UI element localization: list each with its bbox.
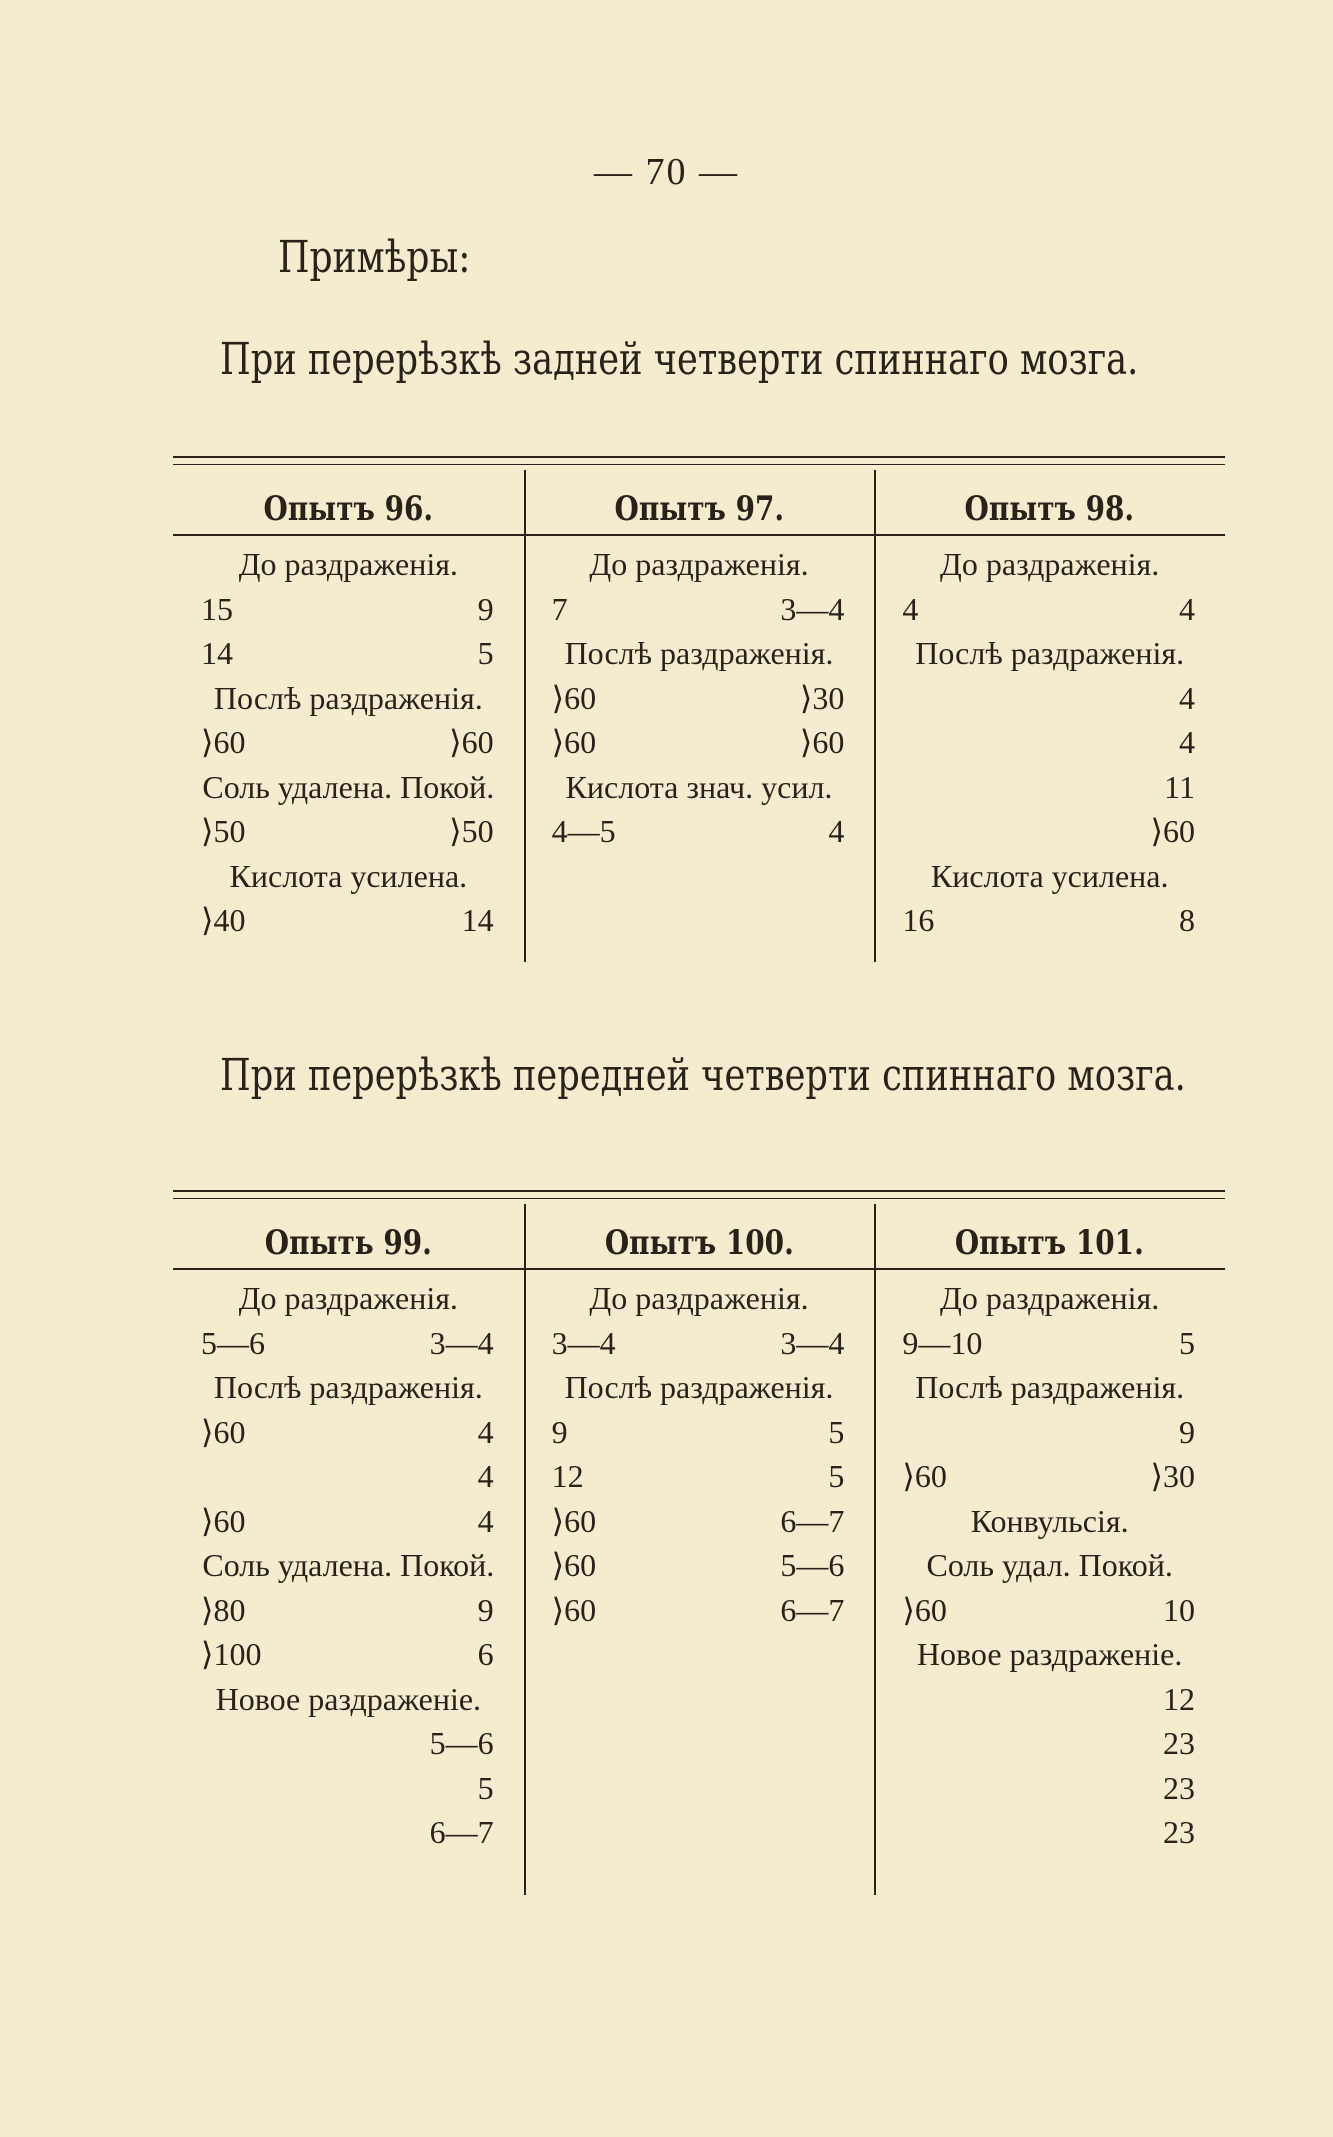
table-head-rule xyxy=(173,534,1225,536)
column-head: Опытъ 96. xyxy=(263,489,434,529)
cell-right-value: 4 xyxy=(477,1502,494,1539)
column-head: Опытъ 98. xyxy=(964,489,1135,529)
cell-text: Послѣ раздраженія. xyxy=(213,679,483,716)
experiment-table-1 xyxy=(173,456,1225,962)
cell-left-value: ⟩100 xyxy=(201,1636,262,1672)
cell-text: Соль удал. Покой. xyxy=(926,1547,1173,1583)
cell-right-value: 23 xyxy=(1162,1814,1195,1850)
cell-left-value: 15 xyxy=(201,590,233,627)
cell-right-value: 4 xyxy=(1178,724,1195,760)
cell-text: До раздраженія. xyxy=(238,546,458,582)
section1-title: При перерѣзкѣ задней четверти спиннаго мозга. xyxy=(220,334,1139,385)
column-head: Опытъ 97. xyxy=(614,489,784,529)
cell-right-value: 9 xyxy=(477,590,494,627)
cell-right-value: 4 xyxy=(1178,679,1195,716)
table-top-rule-thin xyxy=(173,464,1225,465)
table-top-rule-thin xyxy=(173,1198,1225,1199)
cell-right-value: 5—6 xyxy=(429,1725,494,1761)
cell-left-value: 9—10 xyxy=(902,1324,983,1361)
cell-text: До раздраженія. xyxy=(238,1280,458,1316)
cell-right-value: 3—4 xyxy=(780,590,845,627)
cell-right-value: ⟩60 xyxy=(449,724,494,760)
cell-right-value: ⟩30 xyxy=(799,679,845,716)
cell-right-value: 6 xyxy=(477,1636,494,1672)
cell-left-value: 4 xyxy=(902,590,919,627)
cell-left-value: 3—4 xyxy=(551,1324,616,1361)
cell-text: Соль удалена. Покой. xyxy=(202,1547,495,1583)
cell-left-value: ⟩60 xyxy=(201,1413,246,1450)
cell-right-value: 9 xyxy=(1178,1413,1195,1450)
cell-right-value: ⟩30 xyxy=(1150,1458,1195,1494)
cell-right-value: 8 xyxy=(1178,902,1195,938)
cell-text: Кислота усилена. xyxy=(229,857,468,894)
table-top-rule xyxy=(173,1190,1225,1192)
cell-left-value: ⟩40 xyxy=(201,902,246,938)
cell-right-value: ⟩50 xyxy=(449,813,494,849)
cell-right-value: 11 xyxy=(1164,768,1195,805)
experiment-table-2 xyxy=(173,1190,1225,1895)
table-top-rule xyxy=(173,456,1225,458)
cell-left-value: ⟩60 xyxy=(201,1502,246,1539)
examples-label: Примѣры: xyxy=(278,232,471,283)
column-head: Опытъ 101. xyxy=(955,1223,1145,1263)
cell-right-value: 4 xyxy=(477,1458,494,1494)
cell-text: Кислота знач. усил. xyxy=(565,768,833,805)
cell-right-value: 3—4 xyxy=(780,1324,845,1361)
cell-left-value: 14 xyxy=(201,635,233,671)
cell-left-value: ⟩60 xyxy=(551,724,597,760)
cell-text: Новое раздраженіе. xyxy=(916,1636,1183,1672)
cell-right-value: 5 xyxy=(477,635,494,671)
column-head: Опыть 99. xyxy=(264,1223,432,1263)
section2-title: При перерѣзкѣ передней четверти спиннаго мозга. xyxy=(220,1050,1186,1101)
cell-right-value: 5—6 xyxy=(780,1547,845,1583)
cell-left-value: ⟩60 xyxy=(902,1458,947,1494)
cell-left-value: ⟩80 xyxy=(201,1591,246,1628)
cell-left-value: ⟩60 xyxy=(551,1502,597,1539)
cell-text: До раздраженія. xyxy=(940,546,1160,582)
cell-left-value: 7 xyxy=(551,590,568,627)
cell-text: Новое раздраженіе. xyxy=(215,1680,482,1717)
cell-right-value: 23 xyxy=(1162,1725,1195,1761)
cell-left-value: ⟩60 xyxy=(201,724,246,760)
cell-right-value: ⟩60 xyxy=(799,724,845,760)
cell-left-value: ⟩60 xyxy=(551,1547,597,1583)
cell-text: Послѣ раздраженія. xyxy=(564,1369,834,1405)
cell-right-value: 3—4 xyxy=(429,1324,494,1361)
cell-text: Конвульсія. xyxy=(970,1502,1129,1539)
cell-left-value: ⟩60 xyxy=(551,679,597,716)
cell-left-value: ⟩60 xyxy=(902,1591,947,1628)
cell-right-value: 5 xyxy=(477,1769,494,1806)
cell-right-value: 23 xyxy=(1162,1769,1195,1806)
cell-text: До раздраженія. xyxy=(940,1280,1160,1316)
cell-text: Послѣ раздраженія. xyxy=(915,1369,1185,1405)
cell-right-value: ⟩60 xyxy=(1150,813,1195,849)
cell-left-value: 12 xyxy=(551,1458,584,1494)
table-head-rule xyxy=(173,1268,1225,1270)
cell-right-value: 14 xyxy=(461,902,494,938)
column-divider xyxy=(524,470,526,962)
cell-text: Кислота усилена. xyxy=(930,857,1169,894)
cell-right-value: 9 xyxy=(477,1591,494,1628)
cell-left-value: 5—6 xyxy=(201,1324,265,1361)
cell-right-value: 4 xyxy=(1178,590,1195,627)
cell-left-value: 9 xyxy=(551,1413,568,1450)
cell-right-value: 10 xyxy=(1162,1591,1195,1628)
cell-right-value: 5 xyxy=(828,1413,845,1450)
cell-right-value: 4 xyxy=(828,813,845,849)
cell-text: Послѣ раздраженія. xyxy=(213,1369,483,1405)
cell-right-value: 5 xyxy=(1178,1324,1195,1361)
cell-text: До раздраженія. xyxy=(589,1280,809,1316)
cell-left-value: 16 xyxy=(902,902,935,938)
cell-right-value: 6—7 xyxy=(780,1591,845,1628)
page-number: — 70 — xyxy=(594,151,739,193)
cell-right-value: 6—7 xyxy=(780,1502,845,1539)
cell-right-value: 4 xyxy=(477,1413,494,1450)
cell-left-value: 4—5 xyxy=(551,813,616,849)
cell-text: Послѣ раздраженія. xyxy=(915,635,1185,671)
cell-right-value: 12 xyxy=(1162,1680,1195,1717)
cell-text: Соль удалена. Покой. xyxy=(202,768,495,805)
cell-left-value: ⟩60 xyxy=(551,1591,597,1628)
cell-right-value: 5 xyxy=(828,1458,845,1494)
cell-right-value: 6—7 xyxy=(429,1814,494,1850)
column-head: Опытъ 100. xyxy=(604,1223,794,1263)
cell-text: Послѣ раздраженія. xyxy=(564,635,834,671)
cell-text: До раздраженія. xyxy=(589,546,809,582)
cell-left-value: ⟩50 xyxy=(201,813,246,849)
